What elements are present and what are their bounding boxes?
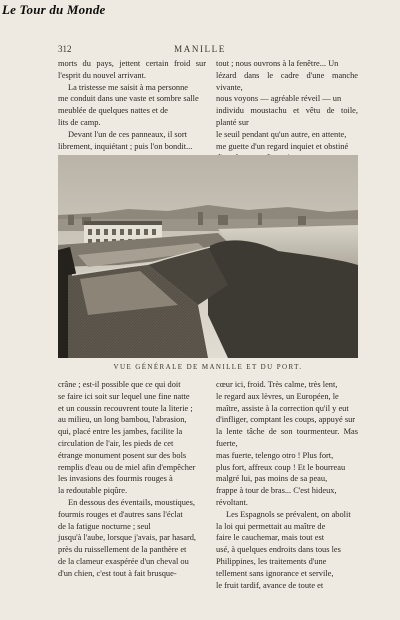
paragraph-line: révoltant.	[216, 497, 248, 507]
publisher-logo: Le Tour du Monde	[2, 2, 106, 17]
paragraph-line: le fruit tardif, avance de toute et	[216, 580, 324, 590]
paragraph-line: Philippines, les traitements d'une	[216, 556, 327, 566]
paragraph-line: mas fuerte, telengo otro ! Plus fort,	[216, 450, 334, 460]
paragraph-line: la lente tâche de son tourmenteur. Mas fuerte,	[216, 427, 358, 448]
paragraph-line: frappe à tour de bras... C'est hideux,	[216, 486, 337, 496]
paragraph-line: près du ruissellement de la panthère et	[58, 545, 187, 555]
paragraph-line: de la fatigue nocturne ; seul	[58, 521, 151, 531]
paragraph-line: maître, assiste à la correction qu'il y eut	[216, 403, 349, 413]
text-column-left-top	[58, 58, 206, 152]
running-title: MANILLE	[174, 44, 226, 54]
paragraph-line: lézard dans le cadre d'une manche vivante,	[216, 70, 358, 92]
paragraph-line: usé, à quelques endroits dans tous les	[216, 545, 341, 555]
paragraph-line: remplis d'eau ou de miel afin d'empêcher	[58, 462, 196, 472]
paragraph-line: lits de camp.	[58, 117, 101, 127]
paragraph-line: de la clameur exaspérée d'un cheval ou	[58, 556, 189, 566]
paragraph-line: fourmis rouges et d'autres sans l'éclat	[58, 509, 183, 519]
paragraph-line: la loi qui permettait au maître de	[216, 521, 326, 531]
paragraph-line: La tristesse me saisit à ma personne	[68, 82, 189, 92]
paragraph-line: tellement sans ignorance et servile,	[216, 568, 334, 578]
text-column-left-bottom	[58, 379, 204, 584]
paragraph-line: d'infliger, comptant les coups, appuyé sur	[216, 415, 356, 425]
paragraph-line: librement, inquiétant ; puis l'on bondit...	[58, 141, 193, 151]
paragraph-line: la redoutable piqûre.	[58, 486, 128, 496]
paragraph-line: tout ; nous ouvrons à la fenêtre... Un	[216, 59, 339, 68]
paragraph-line: malgré lui, pas moins de sa peau,	[216, 474, 328, 484]
paragraph-line: et un coussin recouvrent toute la literie ;	[58, 403, 193, 413]
paragraph-line: d'un chien, c'est tout à fait brusque-	[58, 568, 177, 578]
paragraph-line: étrange monument posent sur des bols	[58, 450, 187, 460]
figure-caption	[58, 363, 358, 371]
paragraph-line: au milieu, un long bambou, l'abrasion,	[58, 415, 187, 425]
paragraph-line: meublée de quelques nattes et de	[58, 106, 168, 116]
paragraph-line: me conduit dans une vaste et sombre salle	[58, 94, 199, 104]
paragraph-line: jusqu'à l'aube, lorsque j'avais, par hasard,	[58, 533, 197, 543]
paragraph-line: le seuil pendant qu'un autre, en attente,	[216, 129, 347, 139]
paragraph-line: faire le cauchemar, mais tout est	[216, 533, 325, 543]
paragraph-line: nous voyons — agréable réveil — un	[216, 94, 342, 104]
paragraph-line: circulation de l'air, les pieds de cet	[58, 438, 174, 448]
paragraph-line: crâne ; est-il possible que ce qui doit	[58, 380, 181, 389]
paragraph-line: Les Espagnols se prévalent, on abolit	[226, 509, 351, 519]
paragraph-line: qui, placé entre les jambes, facilite la	[58, 427, 183, 437]
paragraph-line: les invasions des fourmis rouges à	[58, 474, 173, 484]
paragraph-line: se faire ici soit sur lequel une fine natte	[58, 391, 190, 401]
manila-harbor-engraving	[58, 155, 358, 358]
paragraph-line: plus fort, affreux coup ! Et le bourreau	[216, 462, 346, 472]
page-number: 312	[58, 44, 72, 54]
paragraph-line: Devant l'un de ces panneaux, il sort	[68, 129, 187, 139]
paragraph-line: individu moustachu et vêtu de toile, planté sur	[216, 106, 358, 127]
text-column-right-top	[216, 58, 358, 151]
paragraph-line: me guette d'un regard inquiet et obstiné	[216, 141, 349, 151]
paragraph-line: cœur ici, froid. Très calme, très lent,	[216, 380, 338, 389]
text-column-right-bottom	[216, 379, 358, 590]
paragraph-line: En dessous des éventails, moustiques,	[68, 497, 196, 507]
figure-caption-text: VUE GÉNÉRALE DE MANILLE ET DU PORT.	[113, 363, 303, 371]
paragraph-line: morts du pays, jettent certain froid sur l'esprit du nouvel arrivant.	[58, 59, 206, 80]
paragraph-line: le regard aux lèvres, un Européen, le	[216, 391, 339, 401]
